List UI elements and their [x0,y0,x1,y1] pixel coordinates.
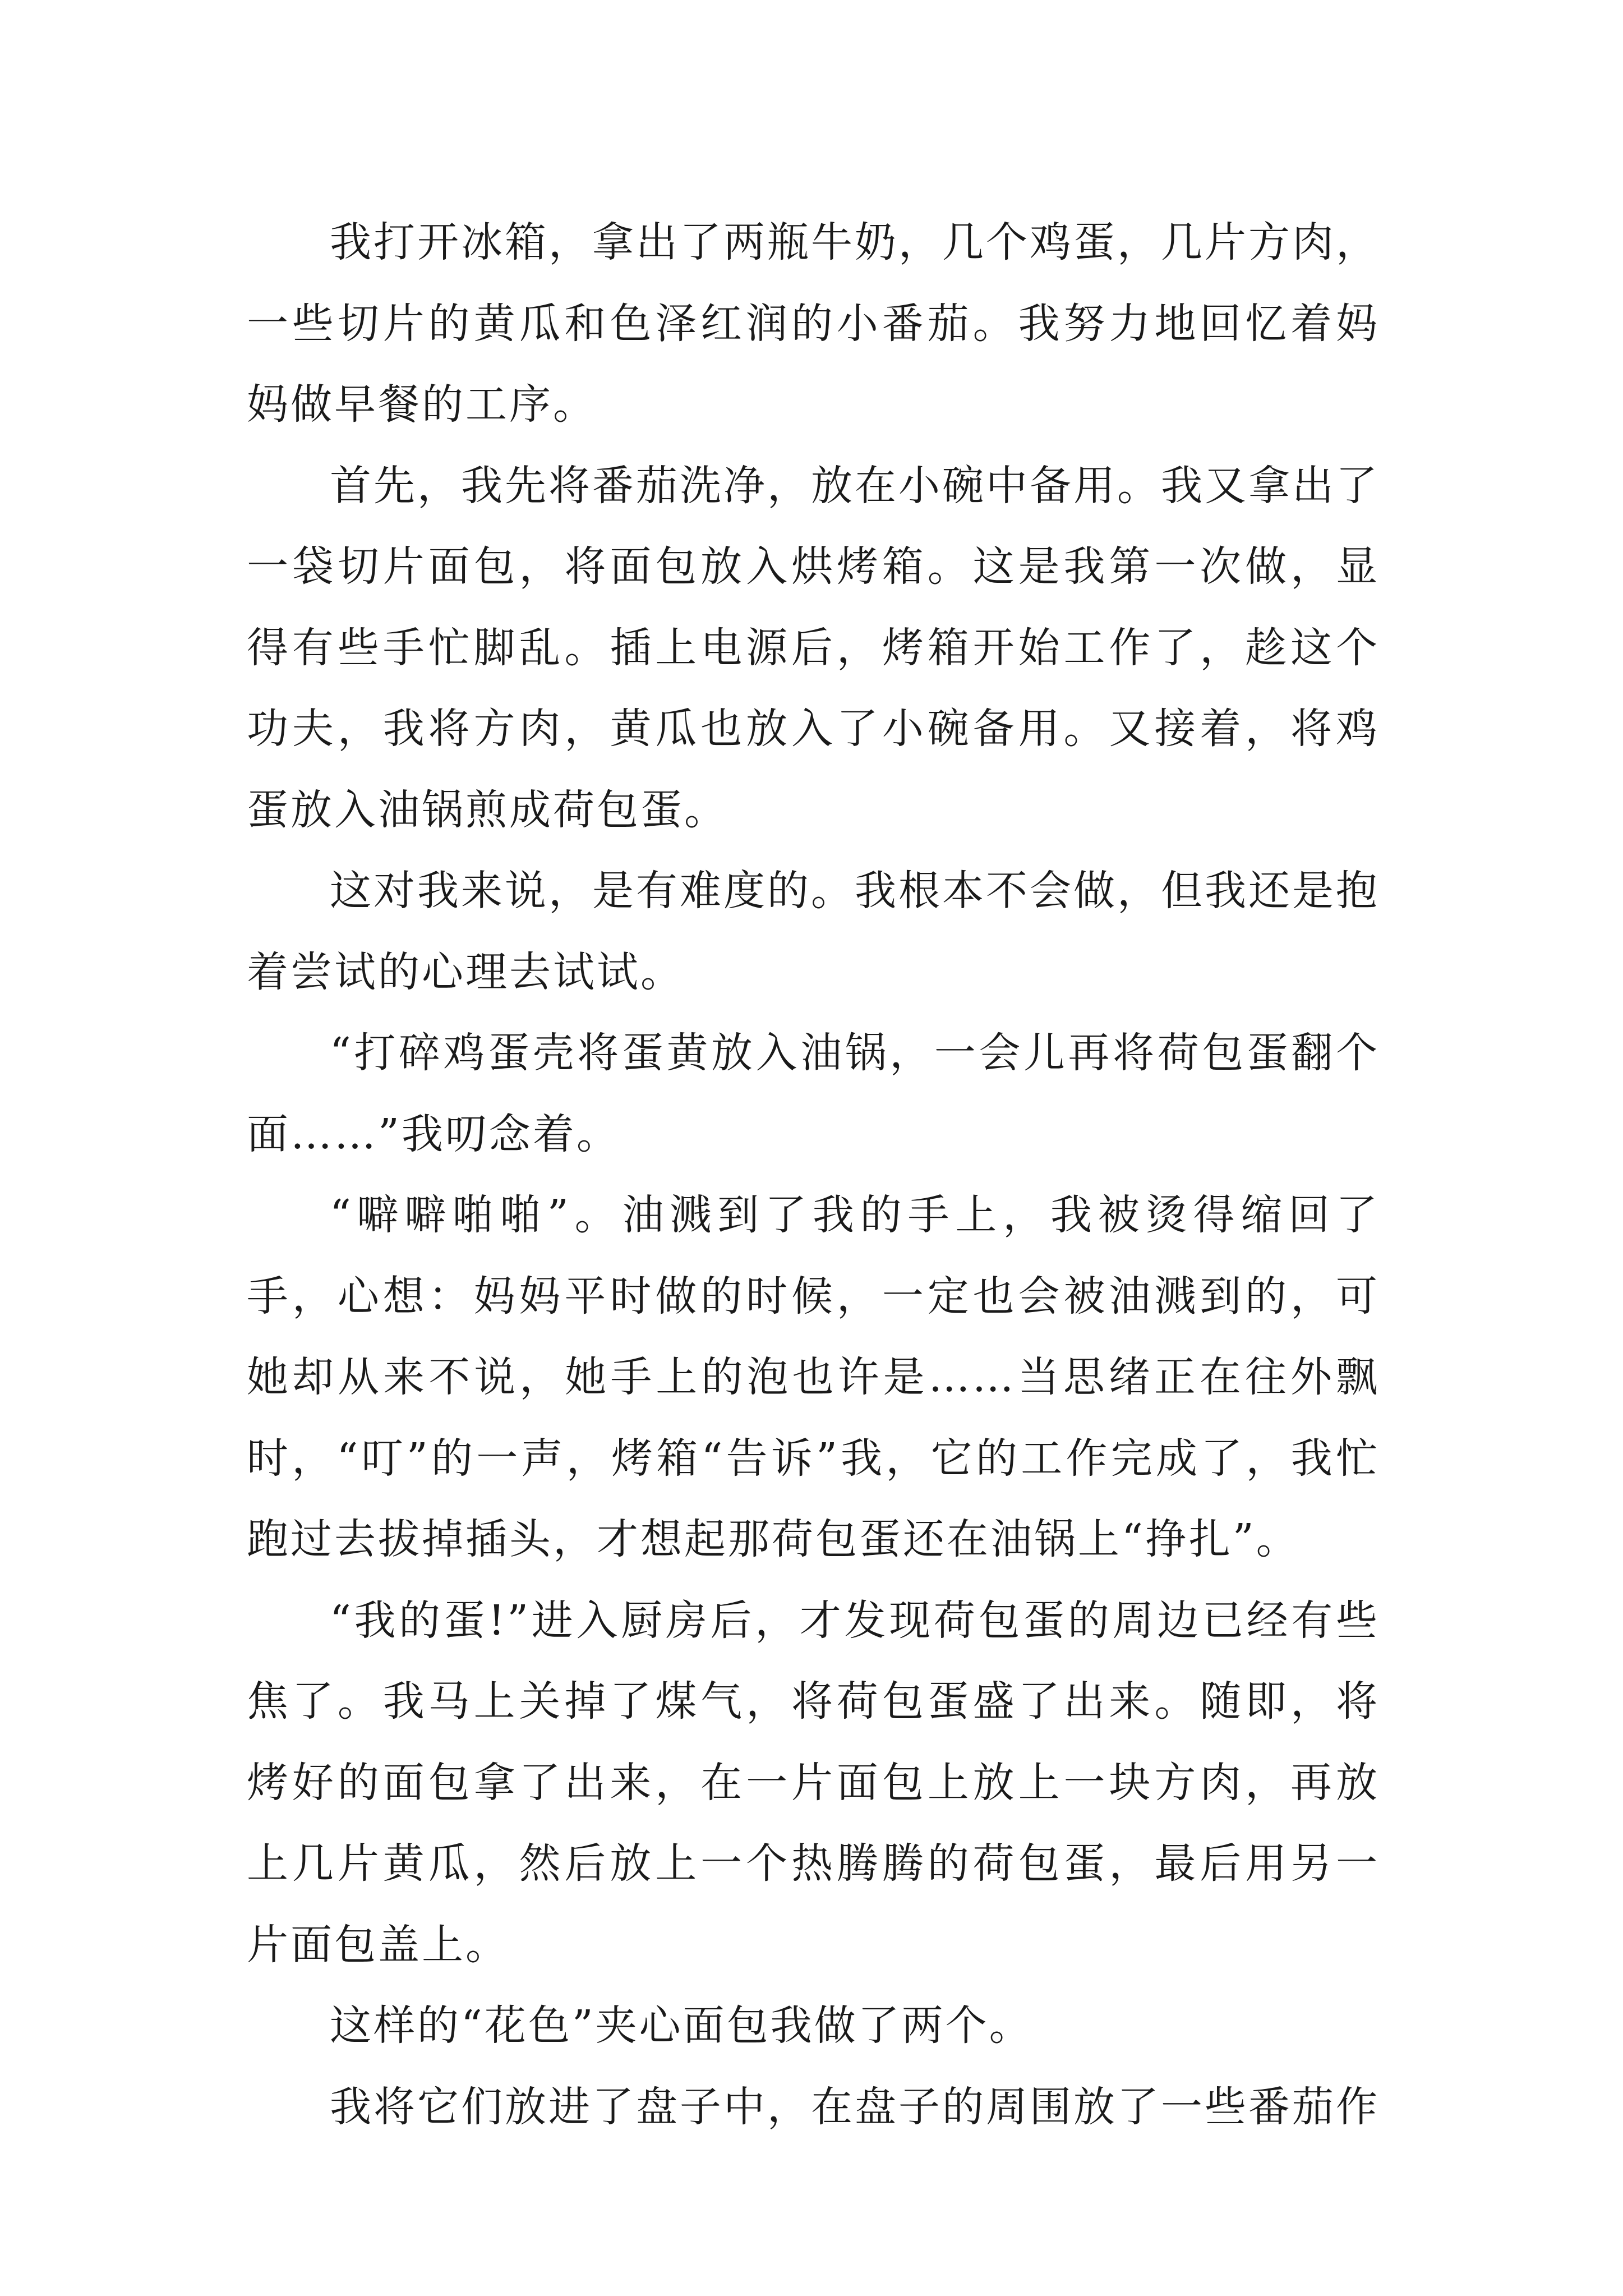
paragraph: “噼噼啪啪”。油溅到了我的手上，我被烫得缩回了手，心想：妈妈平时做的时候，一定也会被油溅到的，可她却从来不说，她手上的泡也许是……当思绪正在往外飘时，“叮”的一声，烤箱“告诉”我，它的工作完成了，我忙跑过去拔掉插头，才想起那荷包蛋还在油锅上“挣扎”。 [247,1191,1380,1563]
paragraph: 首先，我先将番茄洗净，放在小碗中备用。我又拿出了一袋切片面包，将面包放入烘烤箱。这是我第一次做，显得有些手忙脚乱。插上电源后，烤箱开始工作了，趁这个功夫，我将方肉，黄瓜也放入了小碗备用。又接着，将鸡蛋放入油锅煎成荷包蛋。 [247,461,1380,834]
body-text [247,202,1380,2147]
paragraph: 我将它们放进了盘子中，在盘子的周围放了一些番茄作 [330,2082,1380,2131]
paragraph: 这样的“花色”夹心面包我做了两个。 [330,2001,1033,2050]
paragraph: 我打开冰箱，拿出了两瓶牛奶，几个鸡蛋，几片方肉，一些切片的黄瓜和色泽红润的小番茄。我努力地回忆着妈妈做早餐的工序。 [247,218,1380,429]
paragraph: “打碎鸡蛋壳将蛋黄放入油锅，一会儿再将荷包蛋翻个面……”我叨念着。 [247,1029,1380,1158]
paragraph: “我的蛋!”进入厨房后，才发现荷包蛋的周边已经有些焦了。我马上关掉了煤气，将荷包蛋盛了出来。随即，将烤好的面包拿了出来，在一片面包上放上一块方肉，再放上几片黄瓜，然后放上一个热腾腾的荷包蛋，最后用另一片面包盖上。 [247,1596,1380,1969]
paragraph: 这对我来说，是有难度的。我根本不会做，但我还是抱着尝试的心理去试试。 [247,867,1380,996]
